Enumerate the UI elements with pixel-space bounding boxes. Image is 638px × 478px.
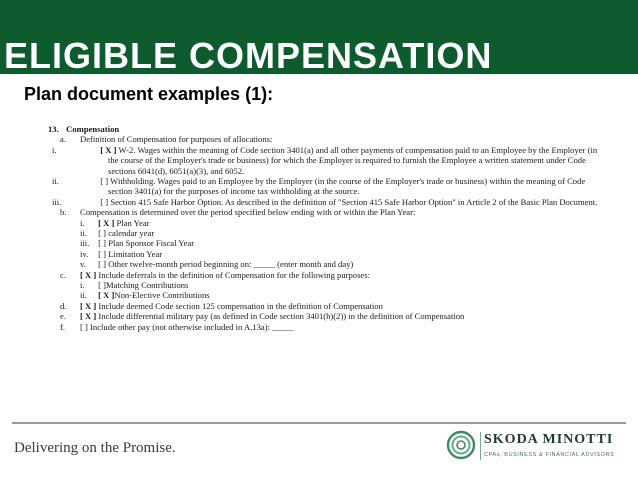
item-text: W-2. Wages within the meaning of Code section 3401(a) and all other payments of compensation paid to an Employee by the Employer (in the course of the Employer's trade or business) for which the Employer is required to furnish the Employee a written statement under Code sections 6041(d), 6051(a)(3), and 6052. [108,144,598,176]
logo-name: SKODA MINOTTI [484,432,614,447]
item-label: ii. [80,228,87,238]
checkbox-x: [ X ] [100,144,117,155]
footer-divider [12,422,626,424]
item-a-i [52,144,608,176]
item-text: Include differential military pay (as defined in Code section 3401(h)(2)) in the definition of Compensation [98,311,465,322]
item-label: a. [60,134,66,145]
slide-subtitle: Plan document examples (1): [24,84,274,104]
section-title: Compensation [66,124,120,134]
item-c-ii [48,290,608,300]
item-d [48,301,608,311]
item-label: i. [80,217,85,228]
item-text: Plan Sponsor Fiscal Year [108,238,195,249]
item-a-ii [52,176,608,197]
item-text: Non-Elective Contributions [114,290,210,301]
checkbox-empty: [ ] [98,228,107,238]
item-text: Section 415 Safe Harbor Option. As described in the definition of "Section 415 Safe Harbor Option" in Article 2 of the Basic Plan Document. [110,196,598,207]
item-text: Plan Year [116,217,150,228]
item-text: Compensation is determined over the period specified below ending with or within the Plan Year: [80,207,416,218]
item-a-iii [52,196,608,207]
item-b-iv [48,249,608,259]
item-label: i. [80,279,85,290]
item-b-ii [48,228,608,238]
item-label: iv. [80,248,89,259]
item-text: Include deemed Code section 125 compensation in the definition of Compensation [98,300,383,311]
item-label: e. [60,311,66,322]
item-b-i [48,218,608,228]
item-b-iii [48,238,608,248]
title-banner [0,0,638,74]
item-label: ii. [80,290,87,301]
item-label: ii. [52,176,59,186]
item-c-i [48,280,608,290]
plan-document-excerpt [48,124,608,332]
checkbox-empty: [ ] [98,259,107,270]
checkbox-x: [ X ] [98,217,115,228]
item-label: f. [60,321,66,332]
slide-title: ELIGIBLE COMPENSATION [4,35,493,74]
item-label: v. [80,259,86,270]
logo-divider [480,432,481,460]
item-label: b. [60,207,67,218]
item-label: i. [52,144,57,155]
item-label: iii. [52,196,62,207]
checkbox-x: [ X ] [80,269,97,280]
company-logo [446,430,626,464]
item-b-v [48,259,608,269]
checkbox-x: [ X ] [80,311,97,322]
item-label: c. [60,269,66,280]
item-a [48,134,608,144]
section-heading [48,124,608,134]
checkbox-empty: [ ] [98,279,107,290]
item-text: Include other pay (not otherwise included in A.13a): _____ [90,321,294,332]
logo-rings-icon [446,430,476,460]
item-b [48,207,608,217]
item-text: Include deferrals in the definition of Compensation for the following purposes: [98,269,370,280]
item-c [48,270,608,280]
item-text: Matching Contributions [106,279,189,290]
footer-tagline: Delivering on the Promise. [14,440,176,456]
checkbox-empty: [ ] [98,248,107,259]
item-text: Limitation Year [108,248,163,259]
item-e [48,311,608,321]
item-label: d. [60,300,67,311]
checkbox-empty: [ ] [100,196,109,207]
item-text: Withholding. Wages paid to an Employee by the Employer (in the course of the Employer's trade or business) within the meaning of Code section 3401(a) for the purposes of income tax withholding at the source. [108,176,586,197]
checkbox-empty: [ ] [98,238,107,249]
checkbox-empty: [ ] [80,321,88,332]
checkbox-x: [ X ] [98,290,115,301]
item-text: Definition of Compensation for purposes of allocations: [80,134,273,145]
checkbox-x: [ X ] [80,300,97,311]
item-text: Other twelve-month period beginning on: _____ (enter month and day) [108,259,354,270]
item-text: calendar year [108,228,155,238]
section-number: 13. [48,124,59,134]
item-f [48,322,608,332]
item-label: iii. [80,238,90,249]
logo-subtitle: CPAs, BUSINESS & FINANCIAL ADVISORS [484,452,615,458]
checkbox-empty: [ ] [100,176,109,186]
